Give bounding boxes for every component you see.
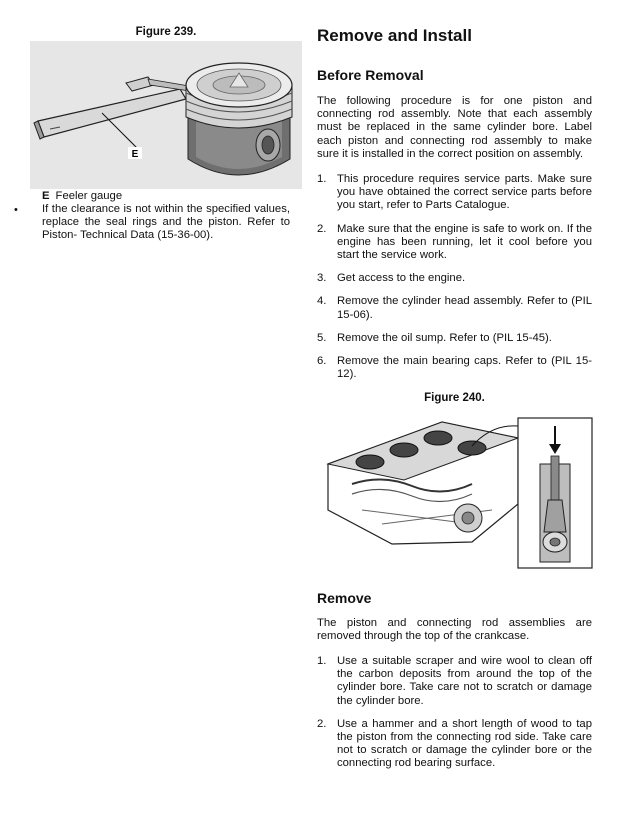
callout-letter-e: E xyxy=(131,149,139,160)
list-item xyxy=(317,332,592,345)
figure-239-caption: Figure 239. xyxy=(135,26,197,38)
step-text: Remove the main bearing caps. Refer to (PIL 15-12). xyxy=(337,355,592,381)
legend-letter: E xyxy=(42,190,50,202)
figure-240-image xyxy=(322,414,597,572)
remove-steps xyxy=(317,655,592,771)
list-item xyxy=(317,355,592,381)
step-text: Remove the oil sump. Refer to (PIL 15-45). xyxy=(337,331,552,344)
list-item xyxy=(317,223,592,263)
step-number: 1. xyxy=(317,173,327,185)
list-item xyxy=(317,655,592,708)
step-text: This procedure requires service parts. Make sure you have obtained the correct service parts before you start, refer to Parts Catalogue. xyxy=(337,173,592,212)
before-removal-heading: Before Removal xyxy=(317,67,424,83)
legend-item xyxy=(42,190,302,202)
step-number: 1. xyxy=(317,655,327,667)
legend-label: Feeler gauge xyxy=(55,190,123,202)
step-number: 6. xyxy=(317,355,327,368)
figure-239-image xyxy=(30,41,302,189)
remove-intro-text: The piston and connecting rod assemblies are removed through the top of the crankcase. xyxy=(317,617,592,643)
before-removal-steps xyxy=(317,173,592,381)
bullet-icon: • xyxy=(14,204,18,216)
step-number: 5. xyxy=(317,331,327,344)
step-text: Use a hammer and a short length of wood to tap the piston from the connecting rod side. Take care not to scratch or damage the cylinder bore or the connecting rod bearing surface. xyxy=(337,717,592,770)
legend-note: If the clearance is not within the specified values, replace the seal rings and the piston. Refer to Piston- Technical Data (15-36-00). xyxy=(42,203,290,242)
engine-block-piston-removal-illustration xyxy=(322,414,597,572)
before-removal-intro-text: The following procedure is for one piston and connecting rod assembly. Note that each assembly must be replaced in the same cylinder bore. Label each piston and connecting rod assembly to make sure it is installed in the correct position on assembly. xyxy=(317,95,592,160)
step-number: 2. xyxy=(317,717,327,730)
list-item xyxy=(317,295,592,321)
list-item xyxy=(317,173,592,213)
step-number: 3. xyxy=(317,272,327,285)
before-removal-intro xyxy=(317,95,592,161)
step-text: Make sure that the engine is safe to work on. If the engine has been running, let it cool before you start the service work. xyxy=(337,222,592,262)
list-item xyxy=(317,272,592,285)
figure-240-caption: Figure 240. xyxy=(424,392,485,404)
step-text: Use a suitable scraper and wire wool to clean off the carbon deposits from around the top of the cylinder bore. Take care not to scratch or damage the cylinder bore. xyxy=(337,655,592,707)
step-text: Remove the cylinder head assembly. Refer to (PIL 15-06). xyxy=(337,295,592,321)
step-number: 2. xyxy=(317,222,327,235)
step-number: 4. xyxy=(317,295,327,308)
piston-feeler-gauge-illustration xyxy=(30,41,302,189)
list-item xyxy=(317,718,592,771)
remove-heading: Remove xyxy=(317,590,372,606)
step-text: Get access to the engine. xyxy=(337,272,466,285)
section-title: Remove and Install xyxy=(317,26,472,45)
remove-intro xyxy=(317,617,592,643)
